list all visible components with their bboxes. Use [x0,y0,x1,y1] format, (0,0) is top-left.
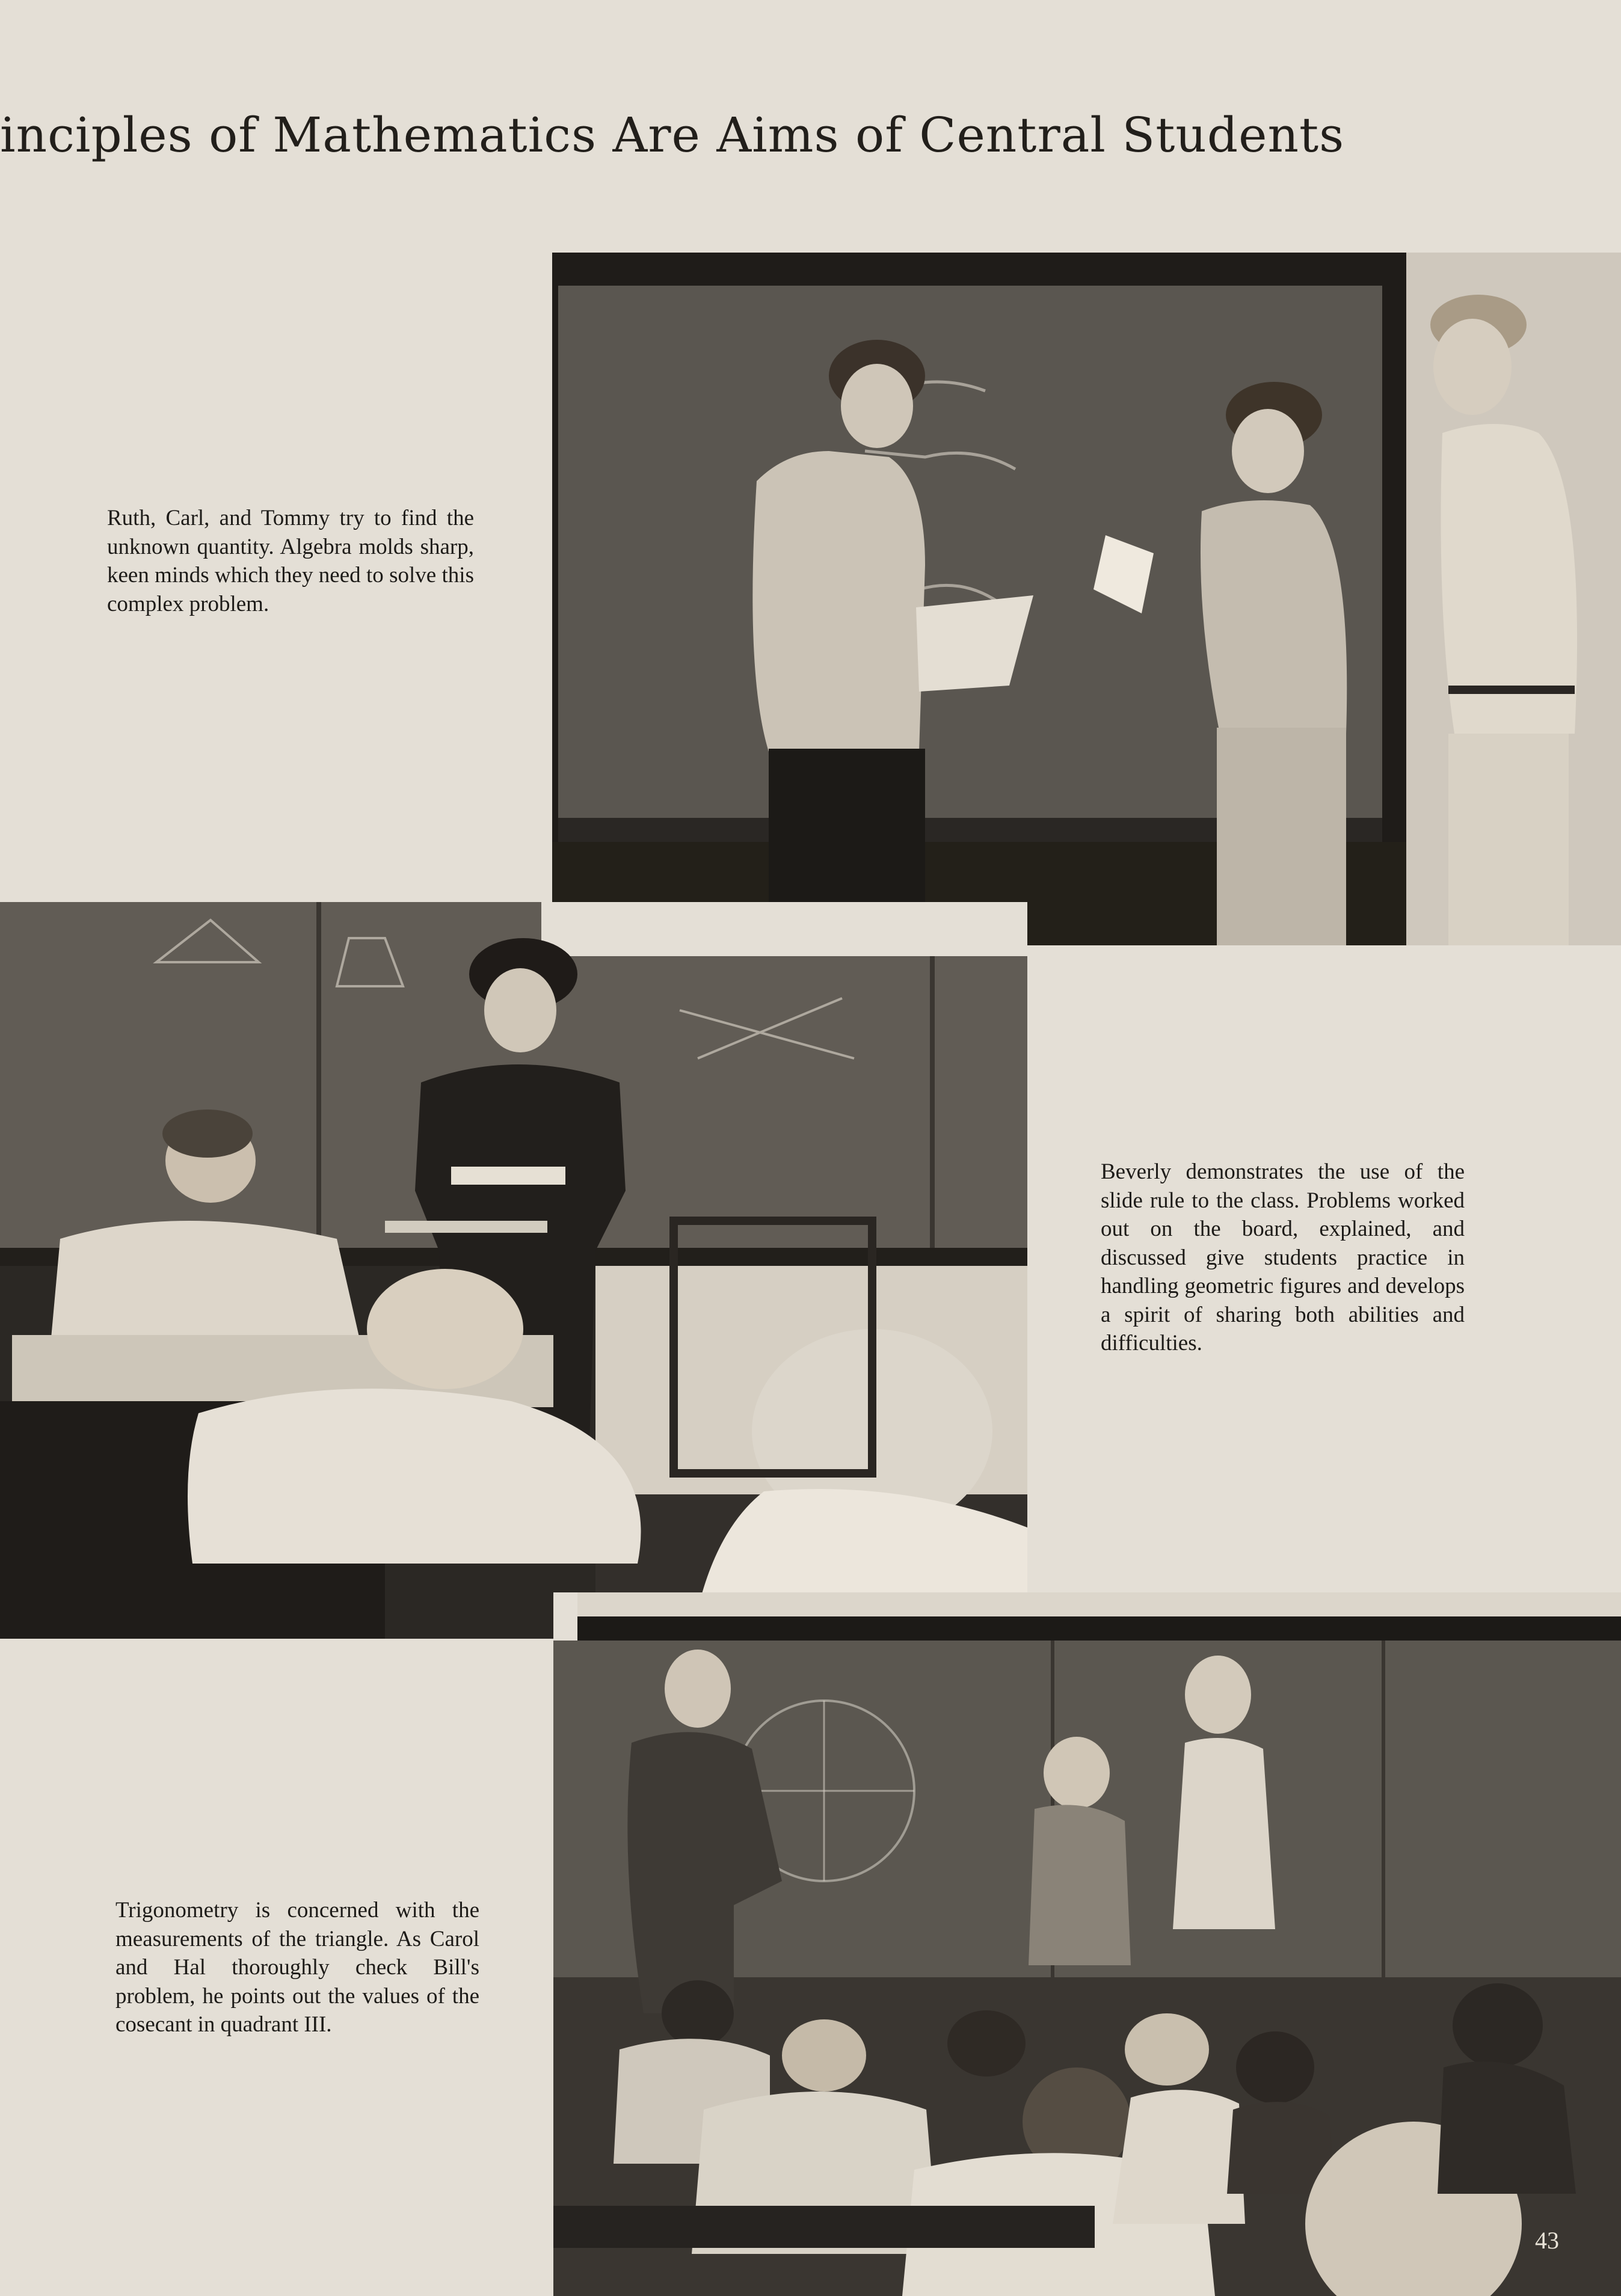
slide-rule-classroom-photo [0,902,1027,1639]
page-headline: inciples of Mathematics Are Aims of Central Students [0,107,1345,163]
page-number: 43 [1535,2227,1559,2254]
algebra-chalkboard-photo [552,253,1621,945]
trigonometry-caption: Trigonometry is concerned with the measurements of the triangle. As Carol and Hal thoroughly check Bill's problem, he points out the values of the cosecant in quadrant III. [115,1898,479,2037]
slide-rule-caption: Beverly demonstrates the use of the slide rule to the class. Problems worked out on the board, explained, and discussed give students practice in handling geometric figures and develops a spirit of sharing both abilities and difficulties. [1101,1159,1465,1355]
trigonometry-class-photo [553,1592,1621,2296]
algebra-caption: Ruth, Carl, and Tommy try to find the unknown quantity. Algebra molds sharp, keen minds which they need to solve this complex problem. [107,506,474,616]
